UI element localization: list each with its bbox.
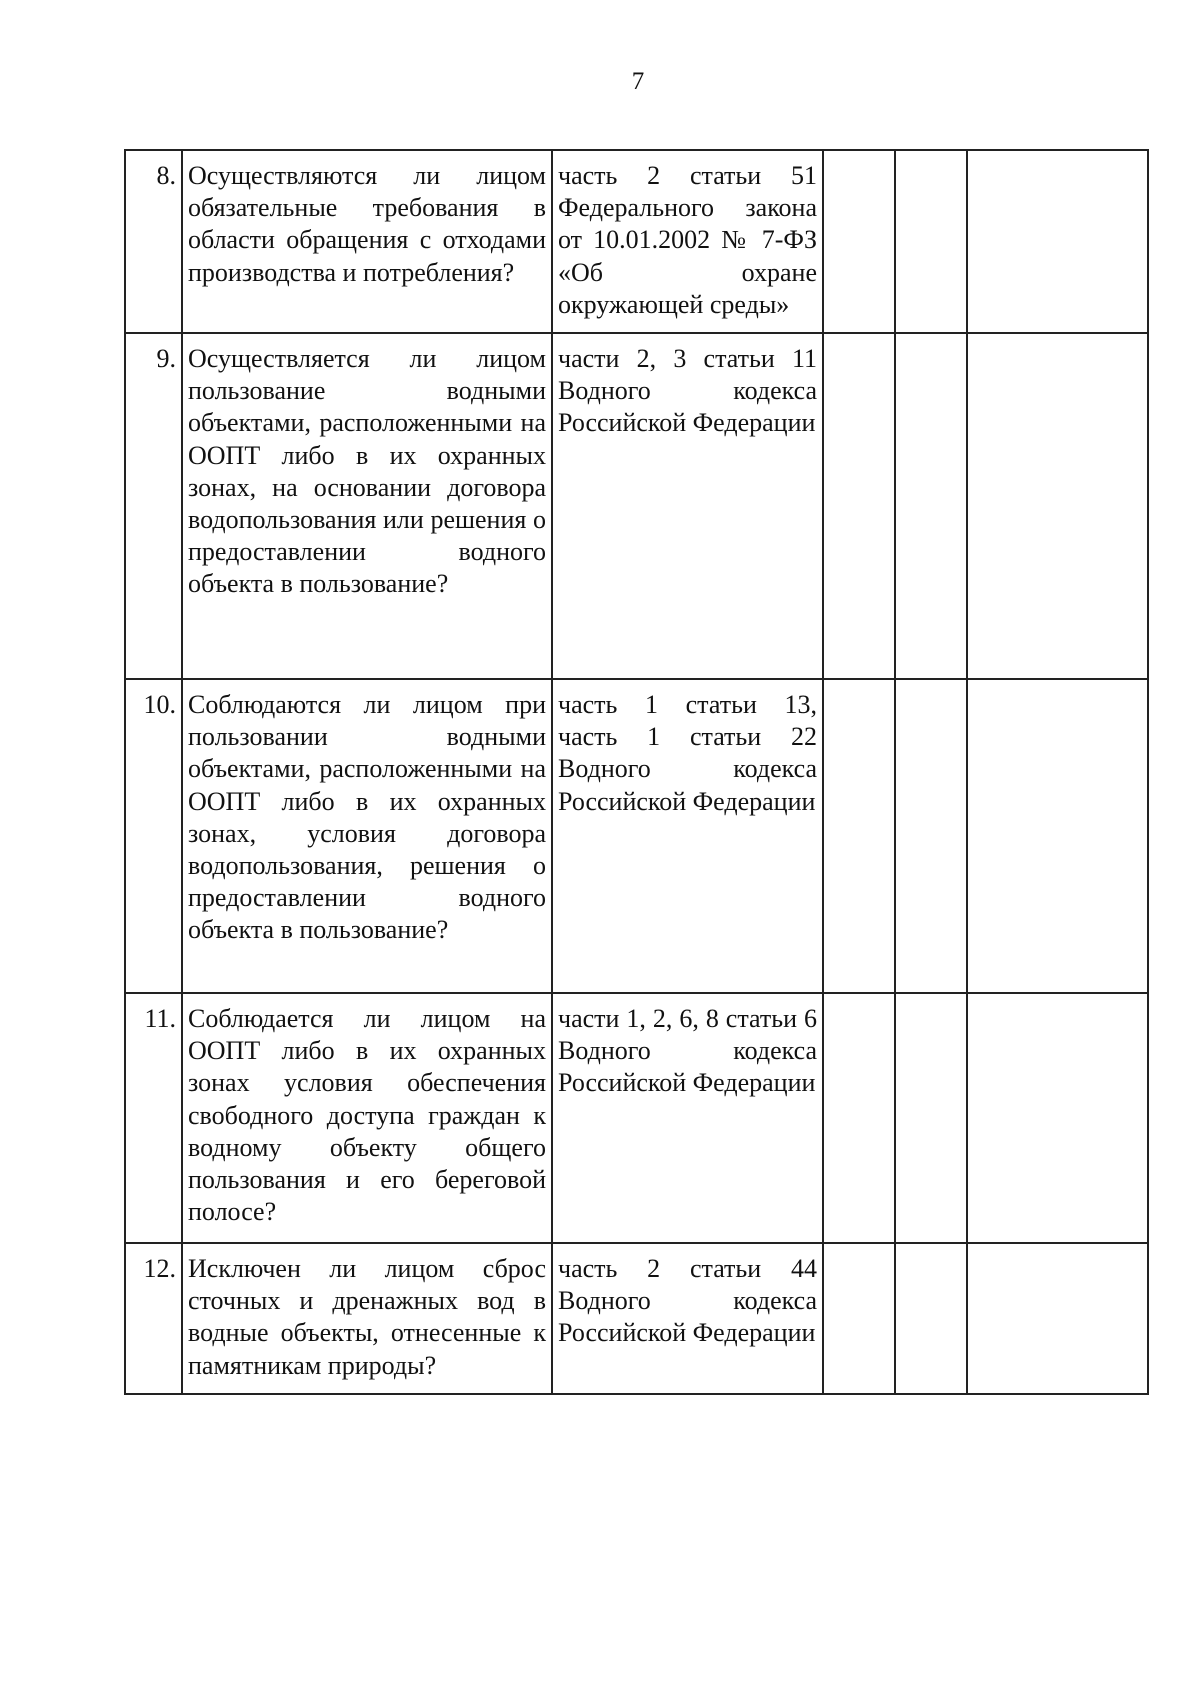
note-cell	[967, 993, 1148, 1243]
table-row	[125, 1243, 1148, 1394]
page-number: 7	[631, 68, 645, 95]
legal-reference-cell: части 1, 2, 6, 8 статьи 6 Водного кодекса Российской Федерации	[552, 993, 823, 1243]
answer-no-cell	[895, 993, 967, 1243]
table-row	[125, 679, 1148, 993]
note-cell	[967, 679, 1148, 993]
note-cell	[967, 150, 1148, 333]
answer-yes-cell	[823, 150, 895, 333]
row-number: 10.	[125, 679, 182, 993]
row-number: 9.	[125, 333, 182, 679]
answer-yes-cell	[823, 679, 895, 993]
answer-yes-cell	[823, 333, 895, 679]
note-cell	[967, 333, 1148, 679]
answer-no-cell	[895, 1243, 967, 1394]
row-number: 11.	[125, 993, 182, 1243]
note-cell	[967, 1243, 1148, 1394]
legal-reference-cell: части 2, 3 статьи 11 Водного кодекса Российской Федерации	[552, 333, 823, 679]
question-cell: Соблюдается ли лицом на ООПТ либо в их охранных зонах условия обеспечения свободного доступа граждан к водному объекту общего пользования и его береговой полосе?	[182, 993, 552, 1243]
answer-no-cell	[895, 150, 967, 333]
row-number: 12.	[125, 1243, 182, 1394]
question-cell: Соблюдаются ли лицом при пользовании водными объектами, расположенными на ООПТ либо в их охранных зонах, условия договора водопользования, решения о предоставлении водного объекта в пользование?	[182, 679, 552, 993]
legal-reference-cell: часть 1 статьи 13, часть 1 статьи 22 Водного кодекса Российской Федерации	[552, 679, 823, 993]
table-row	[125, 993, 1148, 1243]
row-number: 8.	[125, 150, 182, 333]
answer-yes-cell	[823, 1243, 895, 1394]
table-row	[125, 150, 1148, 333]
question-cell: Осуществляются ли лицом обязательные требования в области обращения с отходами производства и потребления?	[182, 150, 552, 333]
question-cell: Осуществляется ли лицом пользование водными объектами, расположенными на ООПТ либо в их охранных зонах, на основании договора водопользования или решения о предоставлении водного объекта в пользование?	[182, 333, 552, 679]
table-row	[125, 333, 1148, 679]
legal-reference-cell: часть 2 статьи 51 Федерального закона от 10.01.2002 № 7-ФЗ «Об охране окружающей среды»	[552, 150, 823, 333]
question-cell: Исключен ли лицом сброс сточных и дренажных вод в водные объекты, отнесенные к памятникам природы?	[182, 1243, 552, 1394]
checklist-table	[124, 149, 1149, 1395]
legal-reference-cell: часть 2 статьи 44 Водного кодекса Российской Федерации	[552, 1243, 823, 1394]
answer-no-cell	[895, 333, 967, 679]
answer-yes-cell	[823, 993, 895, 1243]
answer-no-cell	[895, 679, 967, 993]
